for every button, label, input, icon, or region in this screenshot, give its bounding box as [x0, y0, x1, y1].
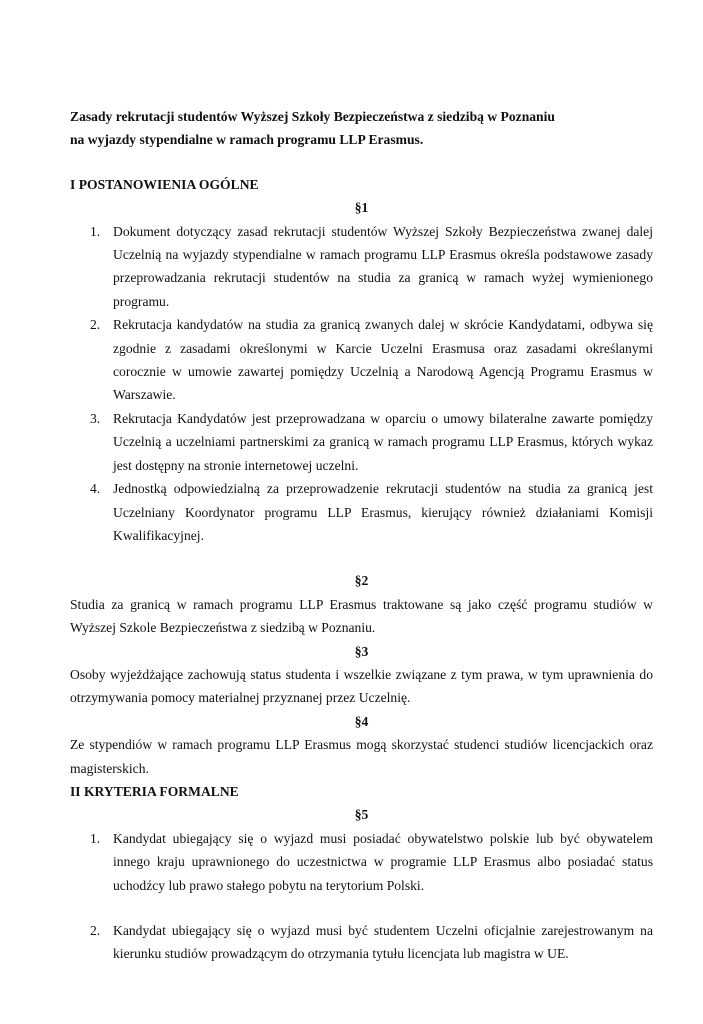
list-item: [70, 407, 653, 477]
paragraph-mark-5: §5: [354, 807, 369, 823]
list-item-number: 4.: [90, 481, 101, 497]
list-item-text: Jednostką odpowiedzialną za przeprowadzenie rekrutacji studentów na studia za granicą jest Uczelniany Koordynator programu LLP Erasmus, kierujący również działaniami Komisji Kwalifikacyjnej.: [113, 481, 653, 543]
list-item: [70, 827, 653, 897]
section-2-heading: II KRYTERIA FORMALNE: [70, 783, 239, 799]
list-item-text: Kandydat ubiegający się o wyjazd musi posiadać obywatelstwo polskie lub być obywatelem innego kraju uprawnionego do uczestnictwa w programie LLP Erasmus albo posiadać status uchodźcy lub prawo stałego pobytu na terytorium Polski.: [113, 830, 653, 893]
list-item-number: 1.: [90, 223, 101, 239]
paragraph-4-text: Ze stypendiów w ramach programu LLP Erasmus mogą skorzystać studenci studiów licencjackich oraz magisterskich.: [70, 737, 653, 776]
section-1-heading: I POSTANOWIENIA OGÓLNE: [70, 176, 259, 192]
list-item: [70, 477, 653, 547]
paragraph-5-list: [70, 827, 653, 966]
document-title: [70, 105, 653, 152]
paragraph-mark-3: §3: [354, 643, 369, 659]
spacer: [70, 547, 653, 569]
list-item-number: 1.: [90, 830, 101, 846]
title-line-2: na wyjazdy stypendialne w ramach programu LLP Erasmus.: [70, 132, 424, 148]
paragraph-mark-1: §1: [354, 200, 369, 216]
list-item-text: Rekrutacja Kandydatów jest przeprowadzana w oparciu o umowy bilateralne zawarte pomiędzy Uczelnią a uczelniami partnerskimi za granicą w ramach programu LLP Erasmus, których wykaz jest dostępny na stronie internetowej uczelni.: [113, 410, 653, 473]
list-item-number: 2.: [90, 923, 101, 938]
paragraph-3-text: Osoby wyjeżdżające zachowują status studenta i wszelkie związane z tym prawa, w tym uprawnienia do otrzymywania pomocy materialnej przyznanej przez Uczelnię.: [70, 666, 653, 706]
list-item-number: 2.: [90, 317, 101, 333]
paragraph-2-text: Studia za granicą w ramach programu LLP Erasmus traktowane są jako część programu studiów w Wyższej Szkole Bezpieczeństwa z siedzibą w Poznaniu.: [70, 596, 653, 636]
paragraph-mark-2: §2: [354, 573, 369, 589]
list-item: [70, 220, 653, 314]
list-item: [70, 313, 653, 407]
list-item-text: Kandydat ubiegający się o wyjazd musi być studentem Uczelni oficjalnie zarejestrowanym na kierunku studiów prowadzącym do otrzymania tytułu licencjata lub magistra w UE.: [113, 923, 653, 962]
list-item: [70, 919, 653, 966]
paragraph-1-list: [70, 220, 653, 548]
title-line-1: Zasady rekrutacji studentów Wyższej Szkoły Bezpieczeństwa z siedzibą w Poznaniu: [70, 109, 555, 124]
list-item-text: Dokument dotyczący zasad rekrutacji studentów Wyższej Szkoły Bezpieczeństwa zwanej dalej Uczelnią na wyjazdy stypendialne w ramach programu LLP Erasmus określa podstawowe zasady przeprowadzania rekrutacji studentów na studia za granicą w ramach wyżej wymienionego programu.: [113, 223, 653, 309]
paragraph-mark-4: §4: [354, 713, 369, 729]
list-item-number: 3.: [90, 410, 101, 426]
document-body: [70, 105, 653, 966]
list-item-text: Rekrutacja kandydatów na studia za granicą zwanych dalej w skrócie Kandydatami, odbywa się zgodnie z zasadami określonymi w Karcie Uczelni Erasmusa oraz zasadami określanymi corocznie w umowie zawartej pomiędzy Uczelnią a Narodową Agencją Programu Erasmus w Warszawie.: [113, 317, 653, 403]
